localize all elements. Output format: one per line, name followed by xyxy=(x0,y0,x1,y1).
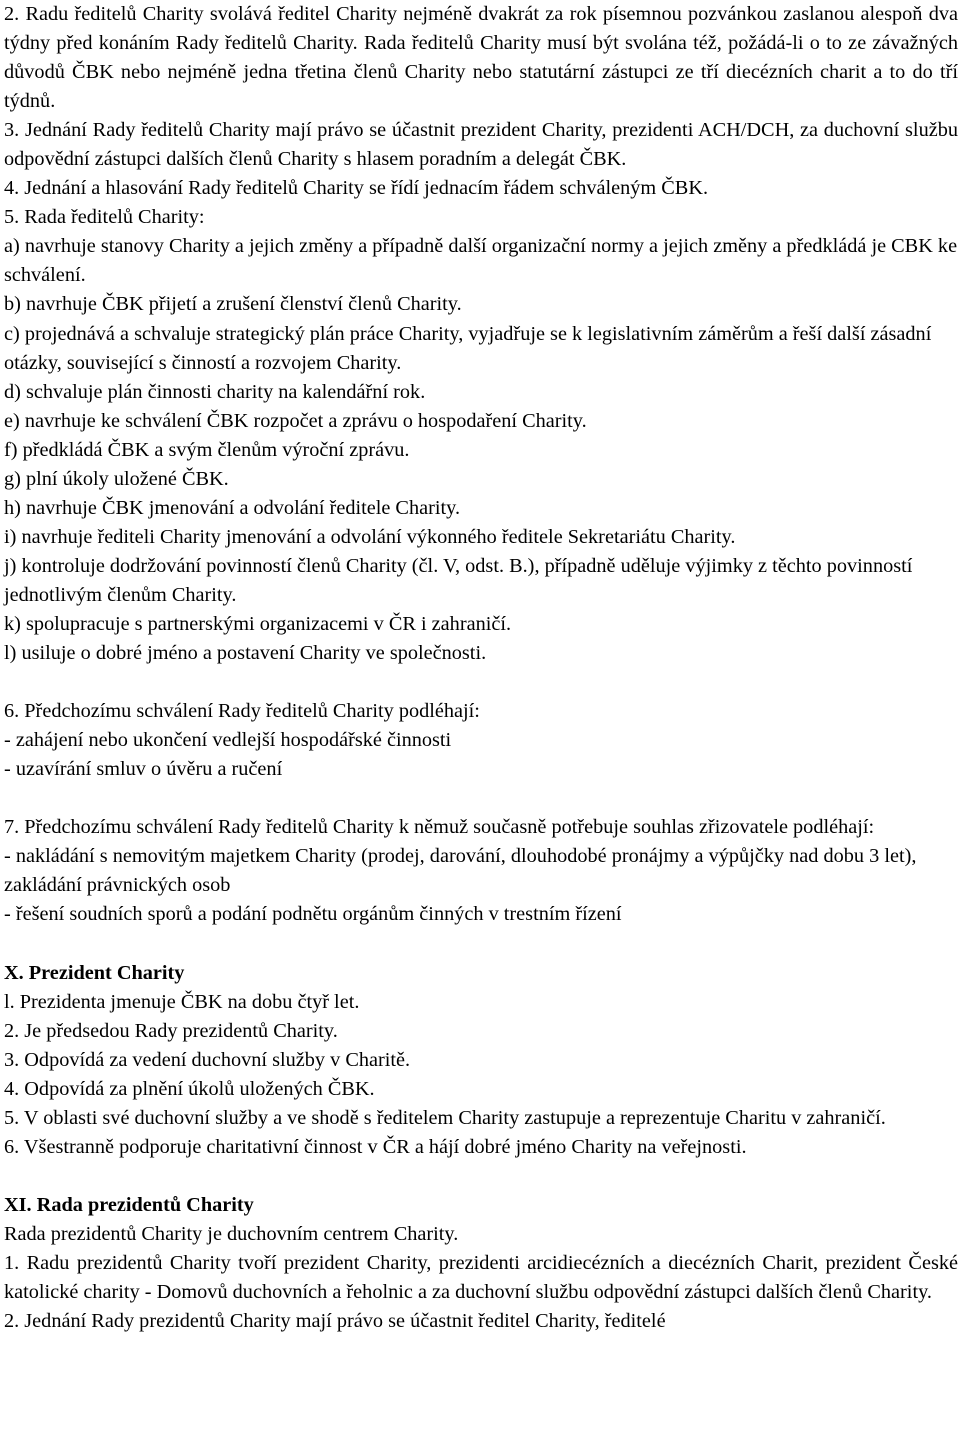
paragraph: h) navrhuje ČBK jmenování a odvolání ředitele Charity. xyxy=(4,496,461,519)
paragraph: 3. Jednání Rady ředitelů Charity mají právo se účastnit prezident Charity, prezidenti ACH/DCH, za duchovní službu odpovědní zástupci dalších členů Charity s hlasem poradním a delegát ČBK. xyxy=(4,119,958,171)
blank-line xyxy=(4,930,958,959)
paragraph: 2. Je předsedou Rady prezidentů Charity. xyxy=(4,1019,338,1042)
paragraph: - nakládání s nemovitým majetkem Charity (prodej, darování, dlouhodobé pronájmy a výpůjčky nad dobu 3 let), zakládání právnických osob xyxy=(4,845,917,897)
paragraph: l) usiluje o dobré jméno a postavení Charity ve společnosti. xyxy=(4,642,487,665)
blank-line xyxy=(4,784,958,813)
paragraph: 6. Předchozímu schválení Rady ředitelů Charity podléhají: xyxy=(4,700,480,723)
paragraph: c) projednává a schvaluje strategický plán práce Charity, vyjadřuje se k legislativním záměrům a řeší další zásadní otázky, související s činností a rozvojem Charity. xyxy=(4,322,932,374)
blank-line xyxy=(4,668,958,697)
paragraph: d) schvaluje plán činnosti charity na kalendářní rok. xyxy=(4,380,426,403)
paragraph: j) kontroluje dodržování povinností členů Charity (čl. V, odst. B.), případně uděluje výjimky z těchto povinností jednotlivým členům Charity. xyxy=(4,554,913,606)
paragraph: 4. Jednání a hlasování Rady ředitelů Charity se řídí jednacím řádem schváleným ČBK. xyxy=(4,177,709,200)
paragraph: 4. Odpovídá za plnění úkolů uložených ČBK. xyxy=(4,1077,375,1100)
paragraph: - uzavírání smluv o úvěru a ručení xyxy=(4,758,283,781)
paragraph: 1. Radu prezidentů Charity tvoří prezident Charity, prezidenti arcidiecézních a diecézních Charit, prezident České katolické charity - Domovů duchovních a řeholnic a za duchovní službu odpovědní zástupci dalších členů Charity. xyxy=(4,1252,958,1304)
paragraph: b) navrhuje ČBK přijetí a zrušení členství členů Charity. xyxy=(4,293,462,316)
paragraph: l. Prezidenta jmenuje ČBK na dobu čtyř let. xyxy=(4,990,360,1013)
paragraph: 2. Jednání Rady prezidentů Charity mají právo se účastnit ředitel Charity, ředitelé xyxy=(4,1310,666,1333)
section-heading: XI. Rada prezidentů Charity xyxy=(4,1193,254,1216)
paragraph: g) plní úkoly uložené ČBK. xyxy=(4,467,229,490)
paragraph: i) navrhuje řediteli Charity jmenování a odvolání výkonného ředitele Sekretariátu Charity. xyxy=(4,525,736,548)
paragraph: f) předkládá ČBK a svým členům výroční zprávu. xyxy=(4,438,410,461)
blank-line xyxy=(4,1162,958,1191)
paragraph: 2. Radu ředitelů Charity svolává ředitel Charity nejméně dvakrát za rok písemnou pozvánkou zaslanou alespoň dva týdny před konáním Rady ředitelů Charity. Rada ředitelů Charity musí být svolána též, požádá-li o to ze závažných důvodů ČBK nebo nejméně jedna třetina členů Charity nebo statutární zástupci ze tří diecézních charit a to do tří týdnů. xyxy=(4,3,958,113)
document-page xyxy=(4,0,958,1336)
paragraph: 5. V oblasti své duchovní služby a ve shodě s ředitelem Charity zastupuje a reprezentuje Charitu v zahraničí. xyxy=(4,1106,886,1129)
paragraph: - zahájení nebo ukončení vedlejší hospodářské činnosti xyxy=(4,729,452,752)
paragraph: Rada prezidentů Charity je duchovním centrem Charity. xyxy=(4,1222,459,1245)
paragraph: 6. Všestranně podporuje charitativní činnost v ČR a hájí dobré jméno Charity na veřejnosti. xyxy=(4,1135,747,1158)
paragraph: - řešení soudních sporů a podání podnětu orgánům činných v trestním řízení xyxy=(4,903,622,926)
section-heading: X. Prezident Charity xyxy=(4,961,185,984)
paragraph: 3. Odpovídá za vedení duchovní služby v Charitě. xyxy=(4,1048,411,1071)
paragraph: 7. Předchozímu schválení Rady ředitelů Charity k němuž současně potřebuje souhlas zřizovatele podléhají: xyxy=(4,816,875,839)
paragraph: e) navrhuje ke schválení ČBK rozpočet a zprávu o hospodaření Charity. xyxy=(4,409,587,432)
paragraph: 5. Rada ředitelů Charity: xyxy=(4,206,205,229)
paragraph: k) spolupracuje s partnerskými organizacemi v ČR i zahraničí. xyxy=(4,612,512,635)
paragraph: a) navrhuje stanovy Charity a jejich změny a případně další organizační normy a jejich změny a předkládá je CBK ke schválení. xyxy=(4,235,958,287)
